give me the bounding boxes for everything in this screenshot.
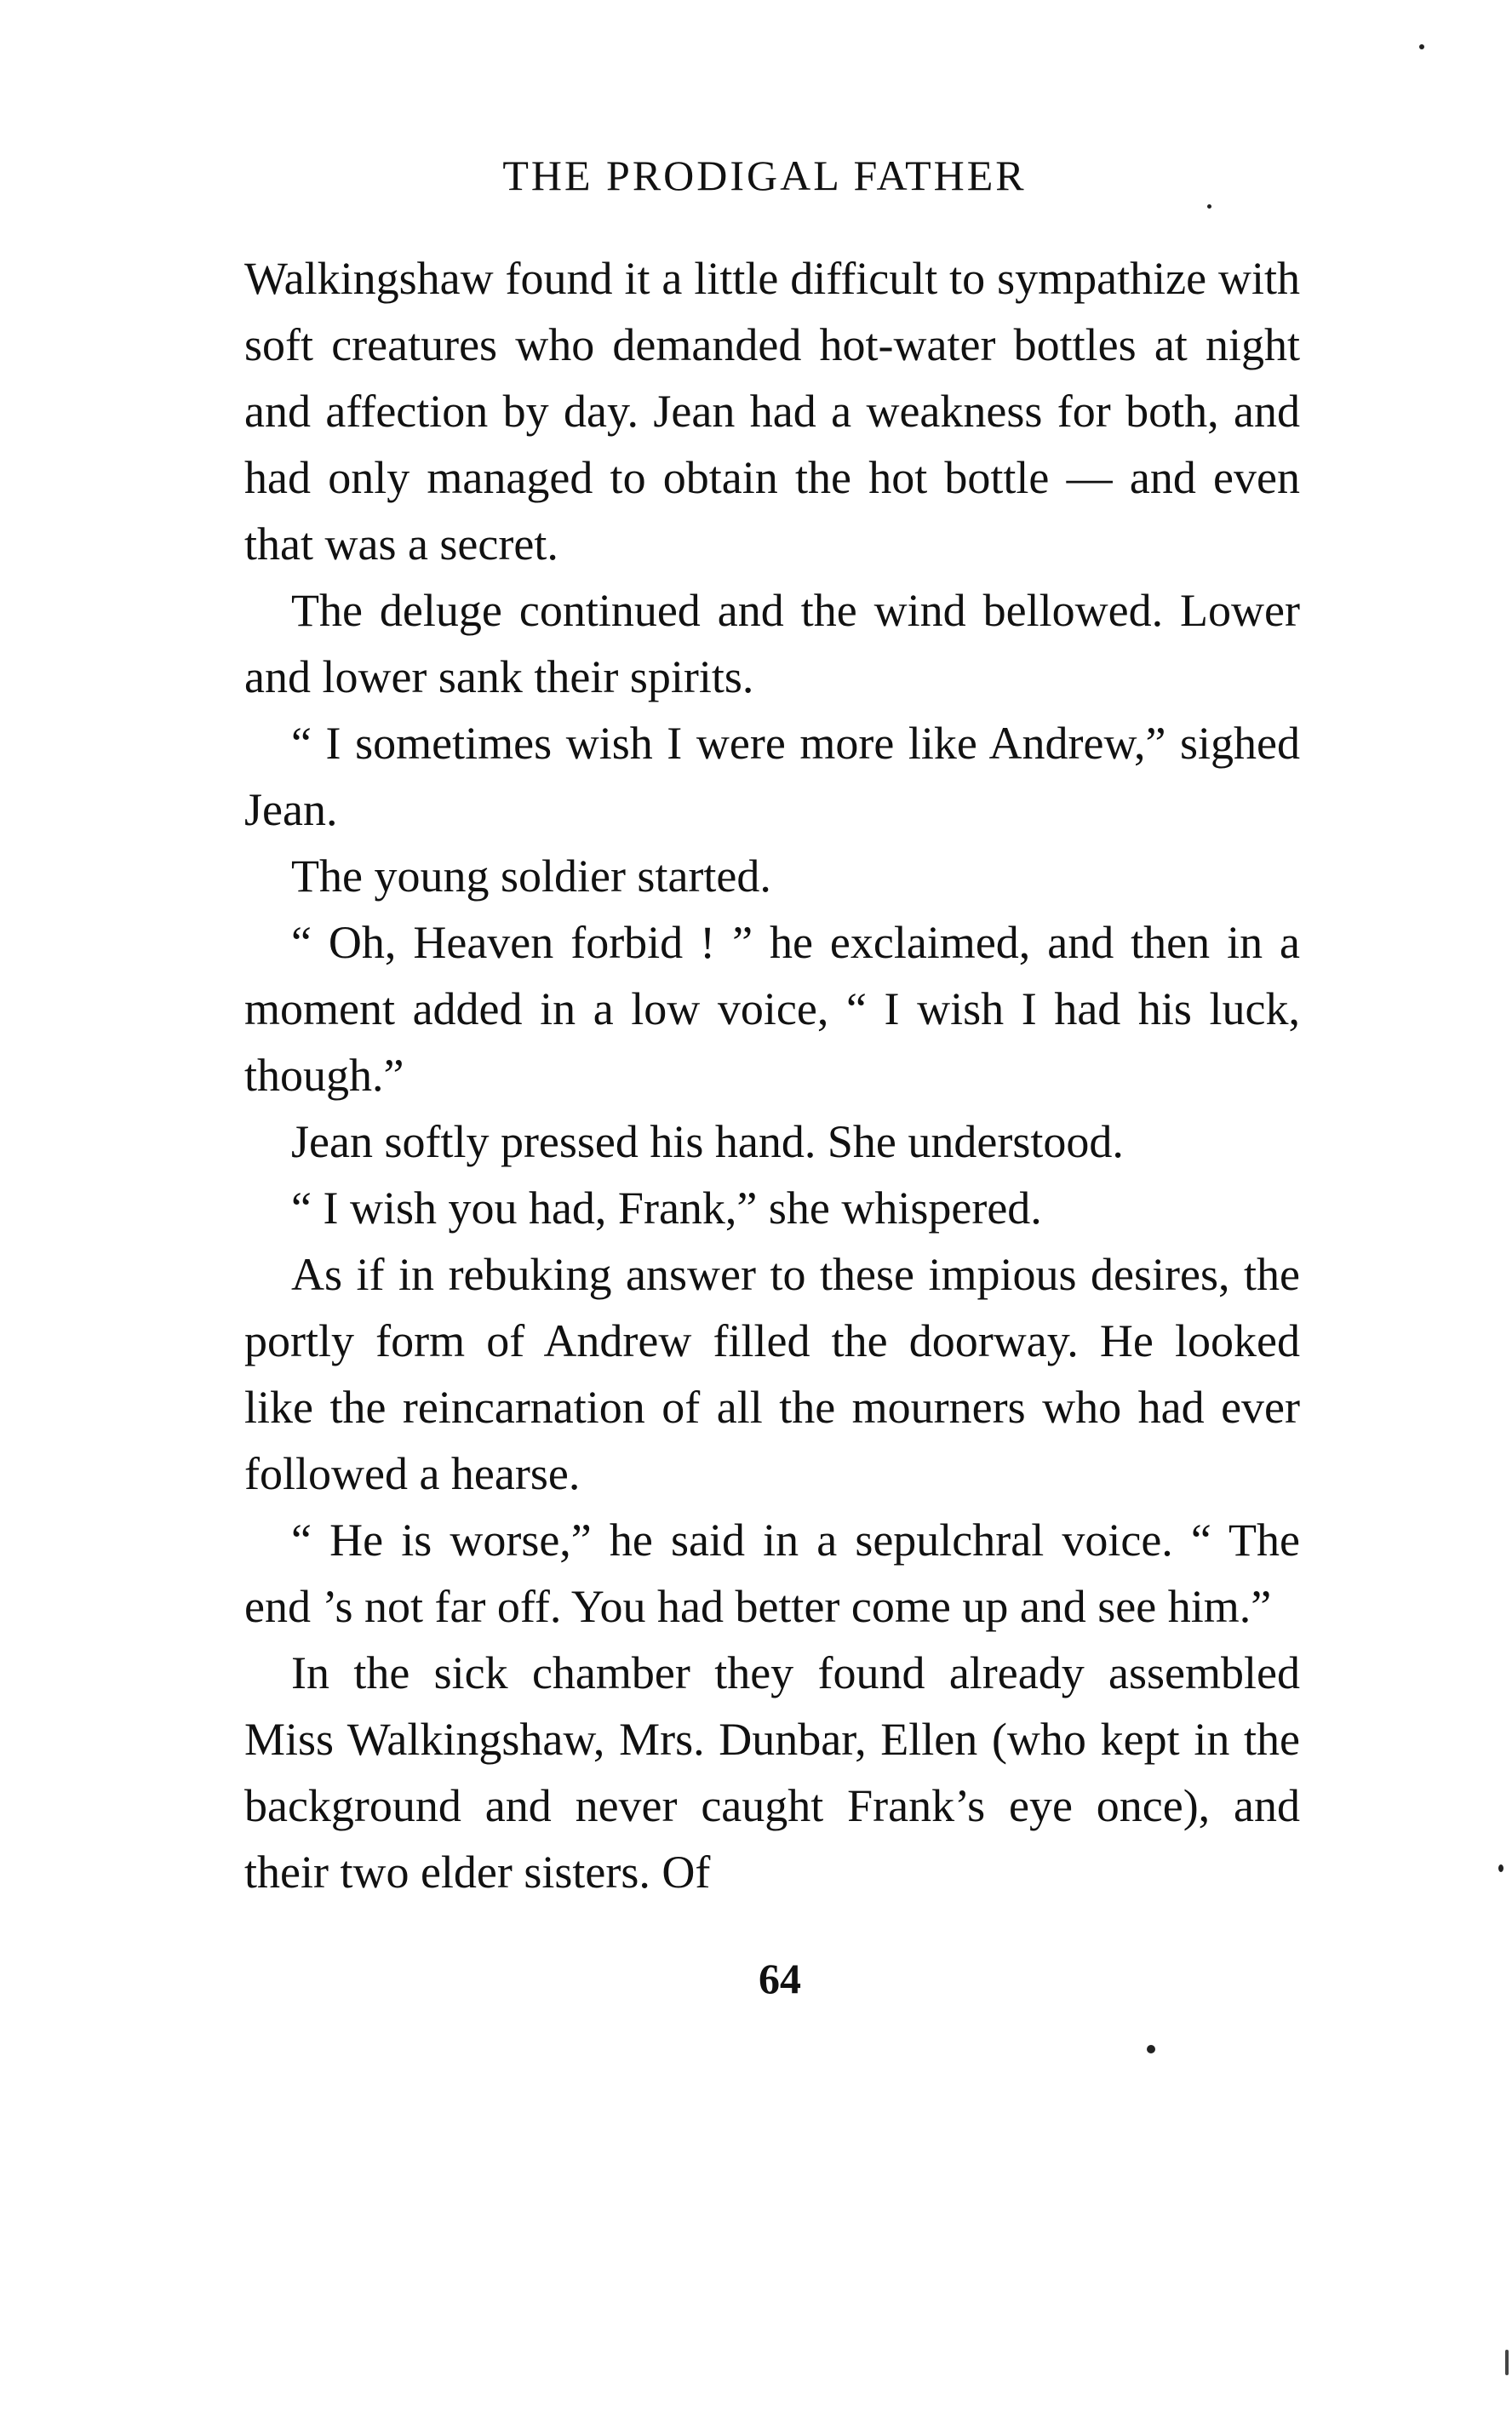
paragraph-8: As if in rebuking answer to these impious desires, the portly form of Andrew filled the doorway. He looked like the reincarnation of all the mourners who had ever followed a hearse. (244, 1249, 1300, 1499)
paragraph-2: The deluge continued and the wind bellowed. Lower and lower sank their spirits. (244, 585, 1300, 702)
scan-speck (1419, 44, 1424, 49)
scan-speck (1207, 204, 1211, 209)
page-number: 64 (759, 1955, 801, 2002)
paragraph-1: Walkingshaw found it a little difficult to sympathize with soft creatures who demanded hot-water bottles at night and affection by day. Jean had a weakness for both, and had only managed to obtain the hot bottle — and even that was a secret. (244, 253, 1300, 570)
paragraph-5: “ Oh, Heaven forbid ! ” he exclaimed, and then in a moment added in a low voice, “ I wish I had his luck, though.” (244, 917, 1300, 1101)
paragraph-10: In the sick chamber they found already assembled Miss Walkingshaw, Mrs. Dunbar, Ellen (who kept in the background and never caught Frank’s eye once), and their two elder sisters. Of (244, 1647, 1300, 1898)
scan-speck (1498, 1864, 1503, 1872)
scan-speck (1505, 2350, 1509, 2375)
scan-speck (1147, 2045, 1155, 2053)
running-head: THE PRODIGAL FATHER (502, 152, 1027, 199)
paragraph-4: The young soldier started. (291, 850, 771, 902)
paragraph-3: “ I sometimes wish I were more like Andrew,” sighed Jean. (244, 718, 1300, 835)
paragraph-7: “ I wish you had, Frank,” she whispered. (291, 1183, 1042, 1234)
body-text (244, 245, 1300, 1905)
paragraph-9: “ He is worse,” he said in a sepulchral voice. “ The end ’s not far off. You had better come up and see him.” (244, 1515, 1300, 1632)
paragraph-6: Jean softly pressed his hand. She understood. (291, 1116, 1124, 1167)
